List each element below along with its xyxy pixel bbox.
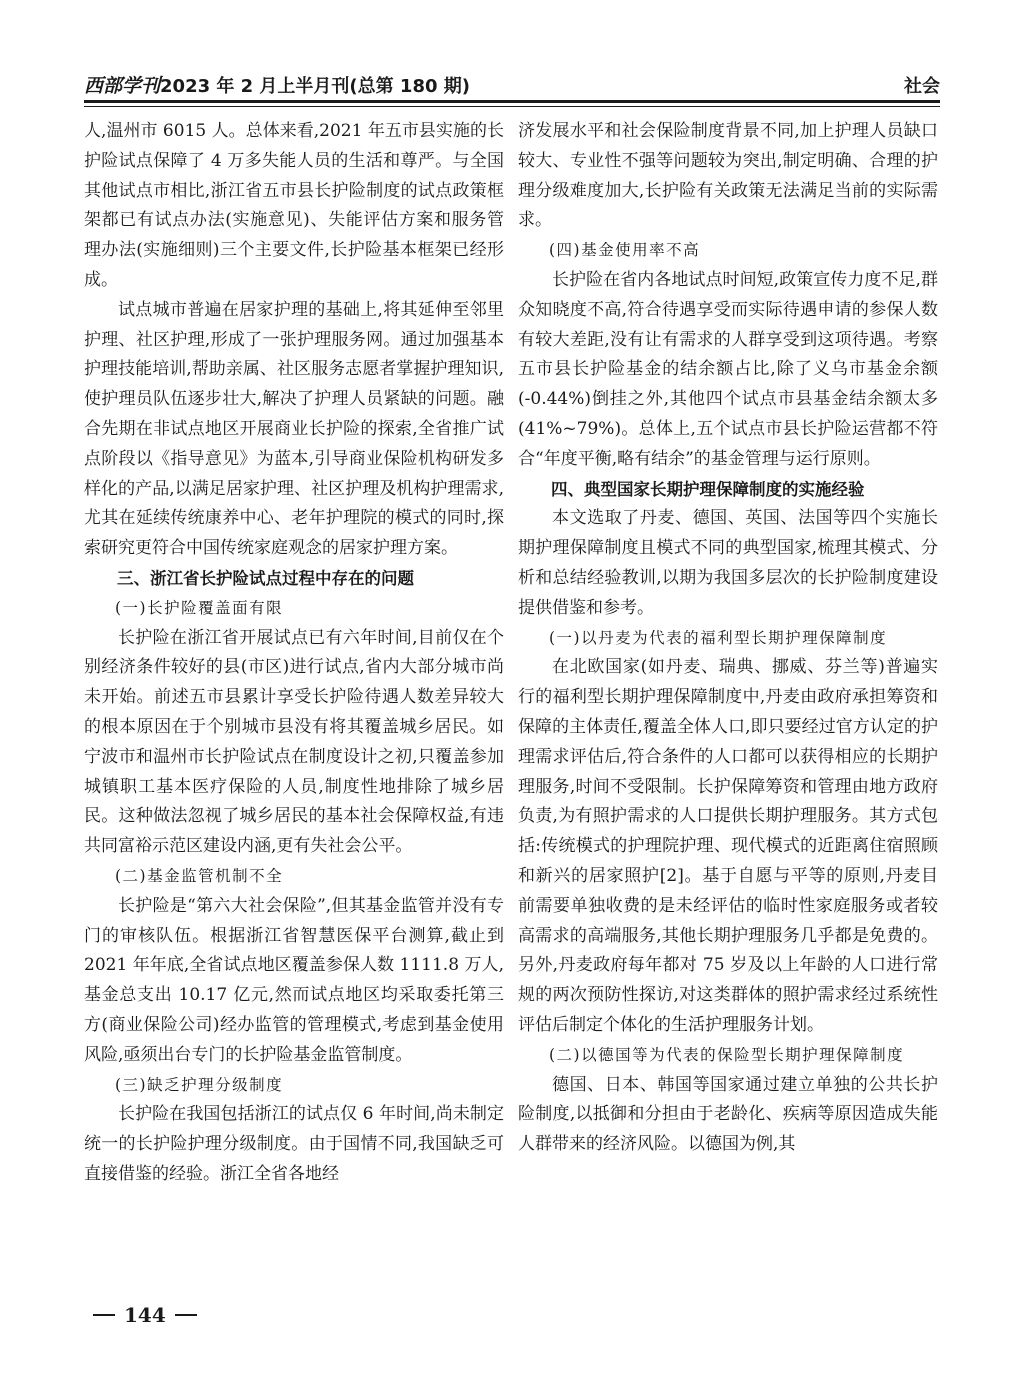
footer-dash-left: [93, 1314, 115, 1316]
subsection-heading: (三)缺乏护理分级制度: [115, 1075, 284, 1094]
paragraph: 长护险在我国包括浙江的试点仅 6 年时间,尚未制定统一的长护险护理分级制度。由于国情不同,我国缺乏可直接借鉴的经验。浙江全省各地经: [84, 1104, 504, 1184]
page-header: [84, 70, 940, 96]
paragraph: 长护险在浙江省开展试点已有六年时间,目前仅在个别经济条件较好的县(市区)进行试点,省内大部分城市尚未开始。前述五市县累计享受长护险待遇人数差异较大的根本原因在于个别城市县没有将其覆盖城乡居民。如宁波市和温州市长护险试点在制度设计之初,只覆盖参加城镇职工基本医疗保险的人员,制度性地排除了城乡居民。这种做法忽视了城乡居民的基本社会保障权益,有违共同富裕示范区建设内涵,更有失社会公平。: [84, 627, 504, 857]
header-rule: [84, 100, 940, 103]
page-number: 144: [124, 1303, 166, 1327]
header-left: [84, 77, 470, 96]
paragraph: 人,温州市 6015 人。总体来看,2021 年五市县实施的长护险试点保障了 4 万多失能人员的生活和尊严。与全国其他试点市相比,浙江省五市县长护险制度的试点政策框架都已有试点办法(实施意见)、失能评估方案和服务管理办法(实施细则)三个主要文件,长护险基本框架已经形成。: [84, 121, 504, 290]
section-label: 社会: [904, 76, 940, 97]
issue-info: 2023 年 2 月上半月刊(总第 180 期): [160, 76, 470, 97]
page-footer: [84, 1303, 206, 1327]
paragraph: 长护险是“第六大社会保险”,但其基金监管并没有专门的审核队伍。根据浙江省智慧医保平台测算,截止到 2021 年年底,全省试点地区覆盖参保人数 1111.8 万人,基金总支出 10.17 亿元,然而试点地区均采取委托第三方(商业保险公司)经办监管的管理模式,考虑到基金使用风险,亟须出台专门的长护险基金监管制度。: [84, 895, 504, 1065]
right-column: [518, 117, 938, 1160]
subsection-heading: (二)基金监管机制不全: [115, 866, 284, 885]
section-heading: 四、典型国家长期护理保障制度的实施经验: [551, 479, 865, 499]
journal-logo: 西部学刊: [84, 75, 161, 97]
footer-dash-right: [175, 1314, 197, 1316]
paragraph: 长护险在省内各地试点时间短,政策宣传力度不足,群众知晓度不高,符合待遇享受而实际待遇申请的参保人数有较大差距,没有让有需求的人群享受到这项待遇。考察五市县长护险基金的结余额占比,除了义乌市基金余额(-0.44%)倒挂之外,其他四个试点市县基金结余额太多(41%~79%)。总体上,五个试点市县长护险运营都不符合“年度平衡,略有结余”的基金管理与运行原则。: [518, 269, 938, 469]
header-rule-thin: [84, 106, 940, 107]
paragraph: 济发展水平和社会保险制度背景不同,加上护理人员缺口较大、专业性不强等问题较为突出,制定明确、合理的护理分级难度加大,长护险有关政策无法满足当前的实际需求。: [518, 121, 938, 231]
paragraph: 德国、日本、韩国等国家通过建立单独的公共长护险制度,以抵御和分担由于老龄化、疾病等原因造成失能人群带来的经济风险。以德国为例,其: [518, 1074, 938, 1155]
paragraph: 本文选取了丹麦、德国、英国、法国等四个实施长期护理保障制度且模式不同的典型国家,梳理其模式、分析和总结经验教训,以期为我国多层次的长护险制度建设提供借鉴和参考。: [518, 508, 938, 618]
subsection-heading: (一)长护险覆盖面有限: [115, 598, 284, 617]
left-column: [84, 117, 504, 1190]
subsection-heading: (四)基金使用率不高: [549, 241, 701, 260]
subsection-heading: (二)以德国等为代表的保险型长期护理保障制度: [549, 1045, 905, 1064]
subsection-heading: (一)以丹麦为代表的福利型长期护理保障制度: [549, 628, 888, 647]
paragraph: 在北欧国家(如丹麦、瑞典、挪威、芬兰等)普遍实行的福利型长期护理保障制度中,丹麦由政府承担筹资和保障的主体责任,覆盖全体人口,即只要经过官方认定的护理需求评估后,符合条件的人口都可以获得相应的长期护理服务,时间不受限制。长护保障筹资和管理由地方政府负责,为有照护需求的人口提供长期护理服务。其方式包括:传统模式的护理院护理、现代模式的近距离住宿照顾和新兴的居家照护[2]。基于自愿与平等的原则,丹麦目前需要单独收费的是未经评估的临时性家庭服务或者较高需求的高端服务,其他长期护理服务几乎都是免费的。另外,丹麦政府每年都对 75 岁及以上年龄的人口进行常规的两次预防性探访,对这类群体的照护需求经过系统性评估后制定个体化的生活护理服务计划。: [518, 657, 938, 1035]
paragraph: 试点城市普遍在居家护理的基础上,将其延伸至邻里护理、社区护理,形成了一张护理服务网。通过加强基本护理技能培训,帮助亲属、社区服务志愿者掌握护理知识,使护理员队伍逐步壮大,解决了护理人员紧缺的问题。融合先期在非试点地区开展商业长护险的探索,全省推广试点阶段以《指导意见》为蓝本,引导商业保险机构研发多样化的产品,以满足居家护理、社区护理及机构护理需求,尤其在延续传统康养中心、老年护理院的模式的同时,探索研究更符合中国传统家庭观念的居家护理方案。: [84, 299, 504, 559]
section-heading: 三、浙江省长护险试点过程中存在的问题: [117, 568, 414, 588]
